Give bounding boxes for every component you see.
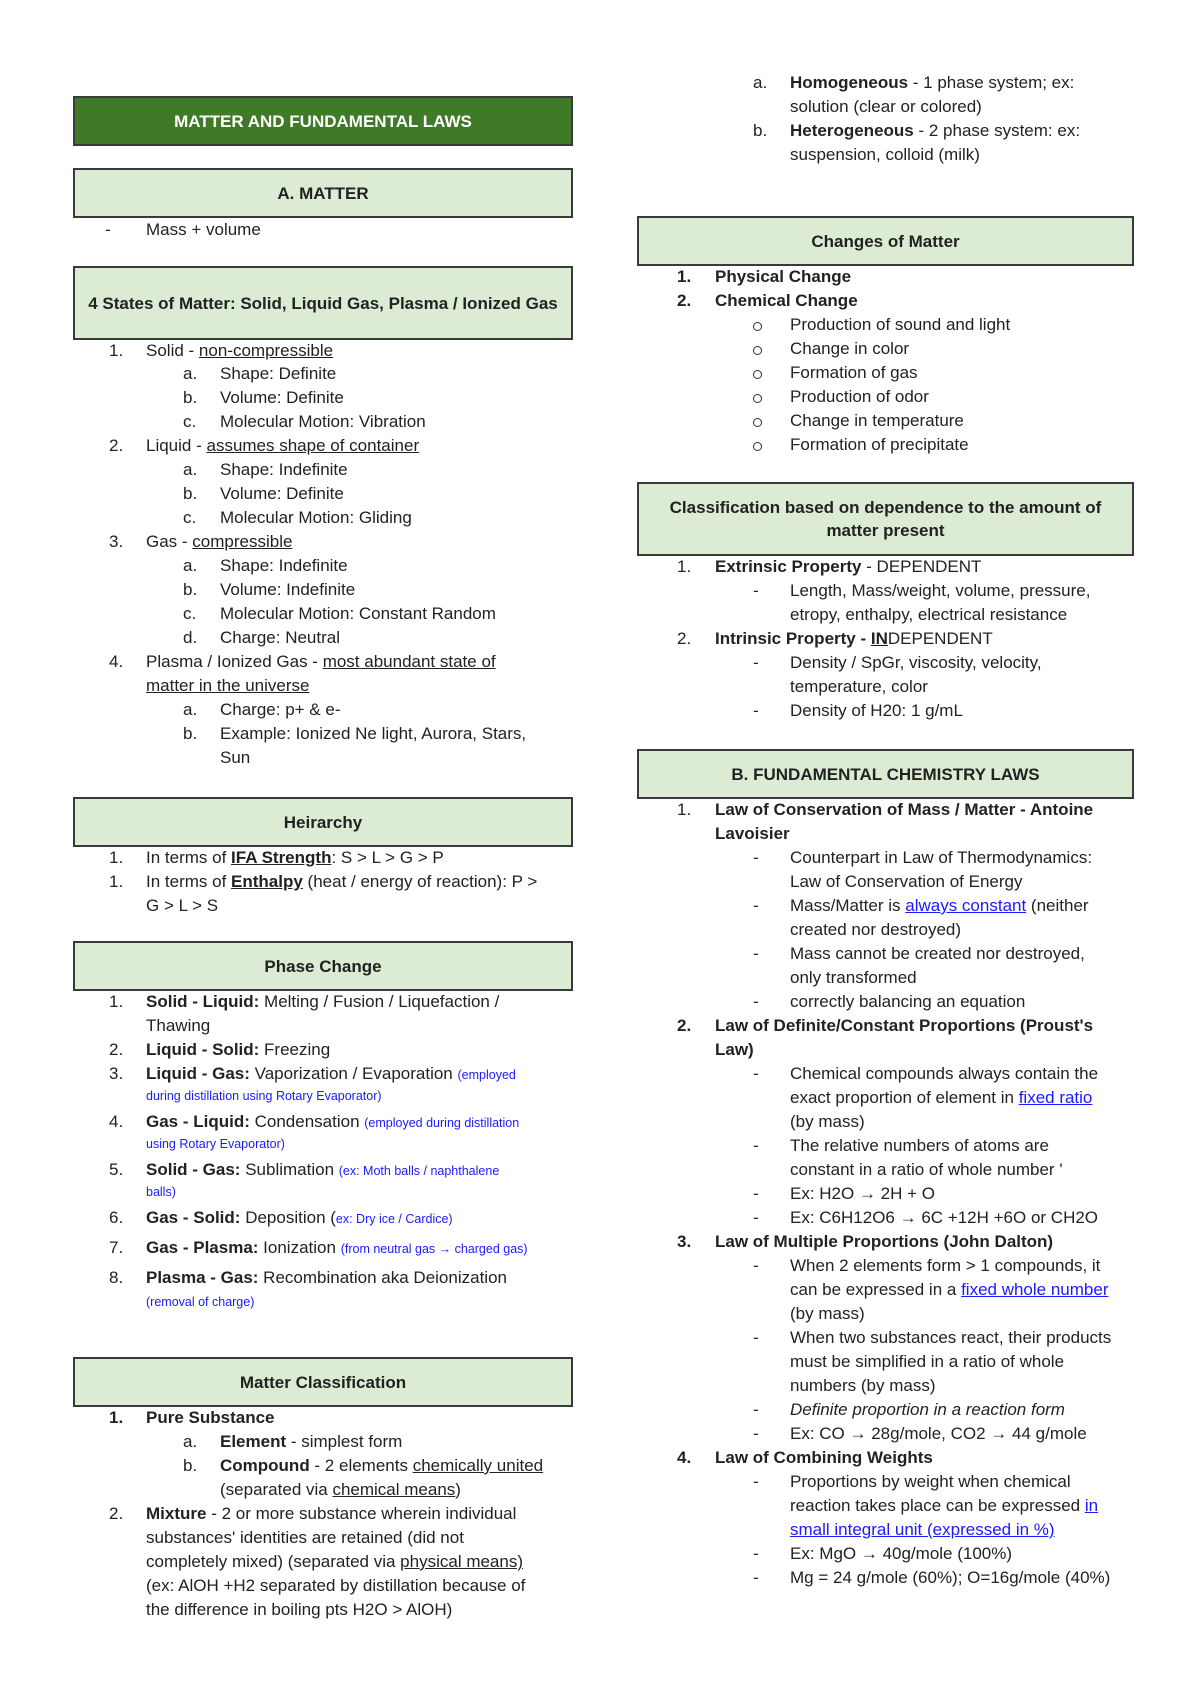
dependence-heading: Classification based on dependence to the amount of matter present — [637, 482, 1134, 556]
bullet-icon — [753, 322, 762, 331]
laws-heading: B. FUNDAMENTAL CHEMISTRY LAWS — [637, 749, 1134, 799]
changes-heading: Changes of Matter — [637, 216, 1134, 266]
bullet-icon — [753, 346, 762, 355]
page-title: MATTER AND FUNDAMENTAL LAWS — [73, 96, 573, 146]
bullet-icon — [753, 394, 762, 403]
classification-heading: Matter Classification — [73, 1357, 573, 1407]
phase-heading: Phase Change — [73, 941, 573, 991]
bullet-icon — [753, 370, 762, 379]
bullet-icon — [753, 442, 762, 451]
states-heading: 4 States of Matter: Solid, Liquid Gas, Plasma / Ionized Gas — [73, 266, 573, 340]
bullet-icon — [753, 418, 762, 427]
hierarchy-heading: Heirarchy — [73, 797, 573, 847]
matter-heading: A. MATTER — [73, 168, 573, 218]
